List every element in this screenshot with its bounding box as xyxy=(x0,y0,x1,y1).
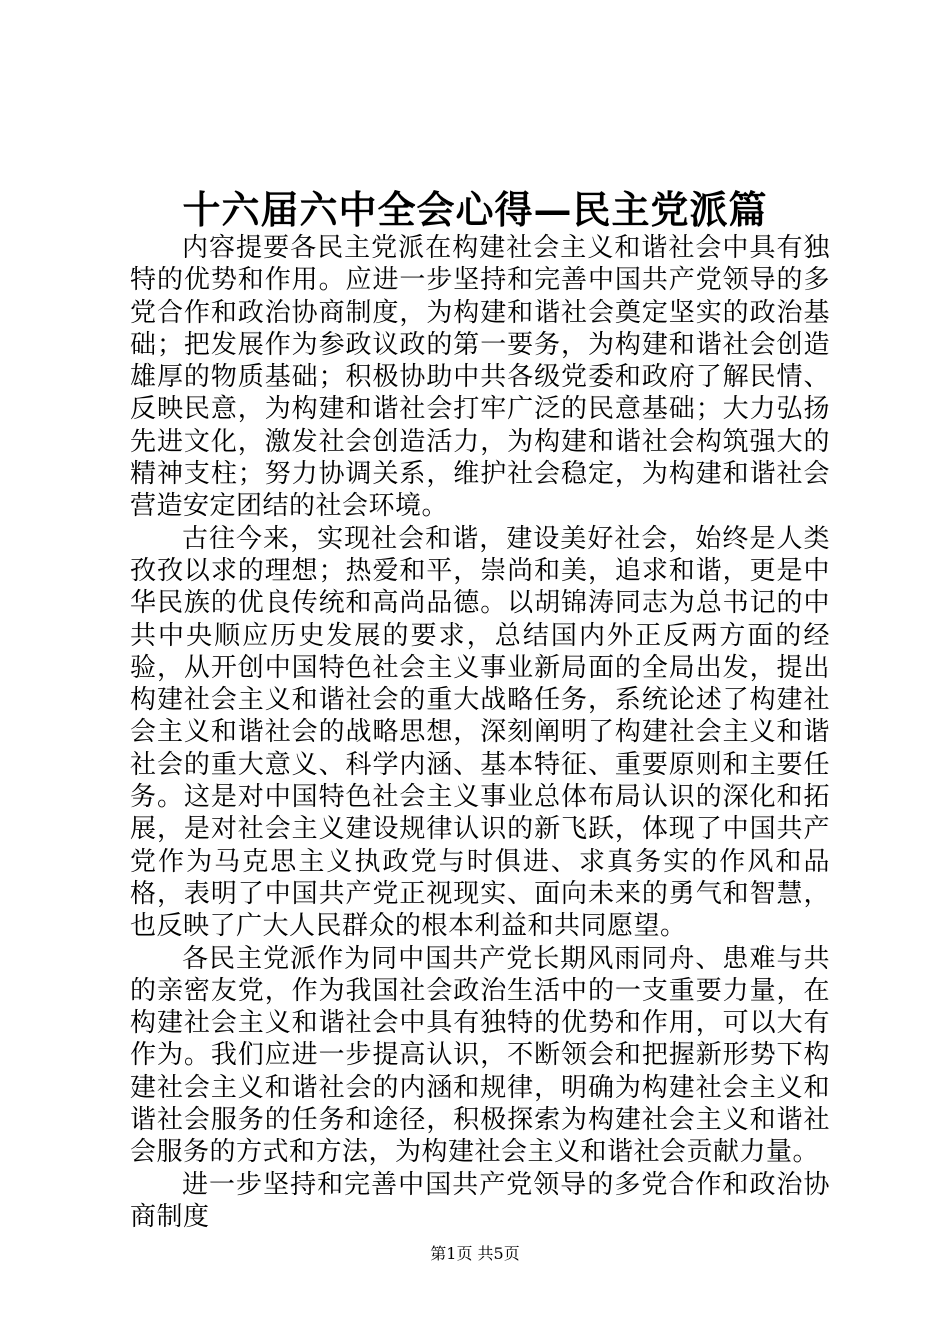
document-body xyxy=(130,232,830,1233)
paragraph-summary: 内容提要各民主党派在构建社会主义和谐社会中具有独特的优势和作用。应进一步坚持和完善中国共产党领导的多党合作和政治协商制度，为构建和谐社会奠定坚实的政治基础；把发展作为参政议政的第一要务，为构建和谐社会创造雄厚的物质基础；积极协助中共各级党委和政府了解民情、反映民意，为构建和谐社会打牢广泛的民意基础；大力弘扬先进文化，激发社会创造活力，为构建和谐社会构筑强大的精神支柱；努力协调关系，维护社会稳定，为构建和谐社会营造安定团结的社会环境。 xyxy=(130,233,830,522)
paragraph-democratic-parties: 各民主党派作为同中国共产党长期风雨同舟、患难与共的亲密友党，作为我国社会政治生活中的一支重要力量，在构建社会主义和谐社会中具有独特的优势和作用，可以大有作为。我们应进一步提高认识，不断领会和把握新形势下构建社会主义和谐社会的内涵和规律，明确为构建社会主义和谐社会服务的任务和途径，积极探索为构建社会主义和谐社会服务的方式和方法，为构建社会主义和谐社会贡献力量。 xyxy=(130,943,830,1168)
paragraph-harmony-history: 古往今来，实现社会和谐，建设美好社会，始终是人类孜孜以求的理想；热爱和平，崇尚和美，追求和谐，更是中华民族的优良传统和高尚品德。以胡锦涛同志为总书记的中共中央顺应历史发展的要求，总结国内外正反两方面的经验，从开创中国特色社会主义事业新局面的全局出发，提出构建社会主义和谐社会的重大战略任务，系统论述了构建社会主义和谐社会的战略思想，深刻阐明了构建社会主义和谐社会的重大意义、科学内涵、基本特征、重要原则和主要任务。这是对中国特色社会主义事业总体布局认识的深化和拓展，是对社会主义建设规律认识的新飞跃，体现了中国共产党作为马克思主义执政党与时俱进、求真务实的作风和品格，表明了中国共产党正视现实、面向未来的勇气和智慧，也反映了广大人民群众的根本利益和共同愿望。 xyxy=(130,523,830,942)
paragraph-section-heading: 进一步坚持和完善中国共产党领导的多党合作和政治协商制度 xyxy=(130,1169,830,1232)
page-footer: 第1页 共5页 xyxy=(430,1244,520,1263)
document-title: 十六届六中全会心得—民主党派篇 xyxy=(182,187,768,232)
